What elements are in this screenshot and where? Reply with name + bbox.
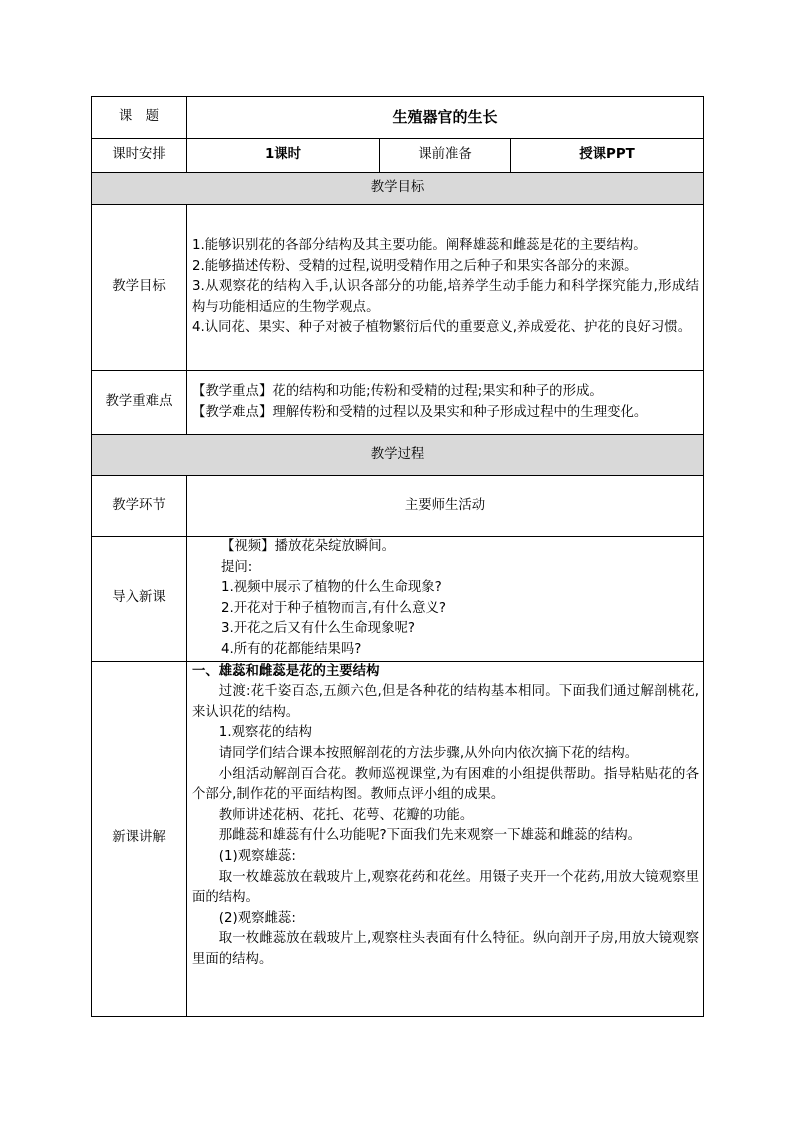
lesson-paragraph: 取一枚雌蕊放在载玻片上,观察柱头表面有什么特征。纵向剖开子房,用放大镜观察里面的结构。 (192, 931, 700, 967)
topic-label: 课 题 (92, 97, 187, 139)
schedule-label: 课时安排 (92, 139, 187, 173)
objective-item: 1.能够识别花的各部分结构及其主要功能。阐释雄蕊和雌蕊是花的主要结构。 (192, 238, 647, 254)
intro-line: 【视频】播放花朵绽放瞬间。 (221, 539, 396, 554)
key-points-content (187, 371, 704, 435)
key-point-item: 【教学重点】花的结构和功能;传粉和受精的过程;果实和种子的形成。 (192, 383, 603, 399)
intro-content (187, 537, 704, 662)
intro-line: 3.开花之后又有什么生命现象呢? (221, 621, 415, 637)
lesson-label: 新课讲解 (92, 661, 187, 1016)
lesson-plan-page (91, 96, 703, 1017)
key-points-label: 教学重难点 (92, 371, 187, 435)
topic-value: 生殖器官的生长 (187, 97, 704, 139)
lesson-paragraph: 小组活动解剖百合花。教师巡视课堂,为有困难的小组提供帮助。指导粘贴花的各个部分,制作花的平面结构图。教师点评小组的成果。 (192, 766, 700, 803)
objectives-section-title: 教学目标 (92, 173, 704, 205)
lesson-paragraph: (2)观察雌蕊: (218, 910, 296, 926)
prep-label: 课前准备 (380, 139, 511, 173)
process-section-title: 教学过程 (92, 435, 704, 476)
intro-line: 提问: (221, 559, 253, 575)
objective-item: 4.认同花、果实、种子对被子植物繁衍后代的重要意义,养成爱花、护花的良好习惯。 (192, 320, 692, 336)
lesson-paragraph: 1.观察花的结构 (218, 725, 312, 741)
activity-column-header: 主要师生活动 (187, 476, 704, 537)
lesson-content (187, 661, 704, 1016)
intro-label: 导入新课 (92, 537, 187, 662)
key-point-item: 【教学难点】理解传粉和受精的过程以及果实和种子形成过程中的生理变化。 (192, 404, 648, 420)
objectives-content (187, 205, 704, 371)
objectives-label: 教学目标 (92, 205, 187, 371)
intro-line: 4.所有的花都能结果吗? (221, 641, 362, 657)
intro-line: 2.开花对于种子植物而言,有什么意义? (221, 600, 446, 616)
objective-item: 2.能够描述传粉、受精的过程,说明受精作用之后种子和果实各部分的来源。 (192, 258, 638, 274)
stage-column-header: 教学环节 (92, 476, 187, 537)
intro-line: 1.视频中展示了植物的什么生命现象? (221, 580, 442, 596)
lesson-paragraph: 请同学们结合课本按照解剖花的方法步骤,从外向内依次摘下花的结构。 (218, 745, 639, 761)
lesson-paragraph: (1)观察雄蕊: (218, 848, 296, 864)
objective-item: 3.从观察花的结构入手,认识各部分的功能,培养学生动手能力和科学探究能力,形成结构与功能相适应的生物学观点。 (192, 279, 700, 315)
lesson-heading: 一、雄蕊和雌蕊是花的主要结构 (192, 663, 380, 679)
lesson-paragraph: 那雌蕊和雄蕊有什么功能呢?下面我们先来观察一下雄蕊和雌蕊的结构。 (218, 828, 642, 844)
lesson-paragraph: 教师讲述花柄、花托、花萼、花瓣的功能。 (218, 807, 474, 823)
prep-value: 授课PPT (511, 139, 704, 173)
lesson-paragraph: 取一枚雄蕊放在载玻片上,观察花药和花丝。用镊子夹开一个花药,用放大镜观察里面的结构。 (192, 869, 700, 906)
lesson-paragraph: 过渡:花千姿百态,五颜六色,但是各种花的结构基本相同。下面我们通过解剖桃花,来认识花的结构。 (192, 684, 700, 720)
schedule-value: 1课时 (187, 139, 380, 173)
lesson-plan-table (91, 96, 704, 1017)
